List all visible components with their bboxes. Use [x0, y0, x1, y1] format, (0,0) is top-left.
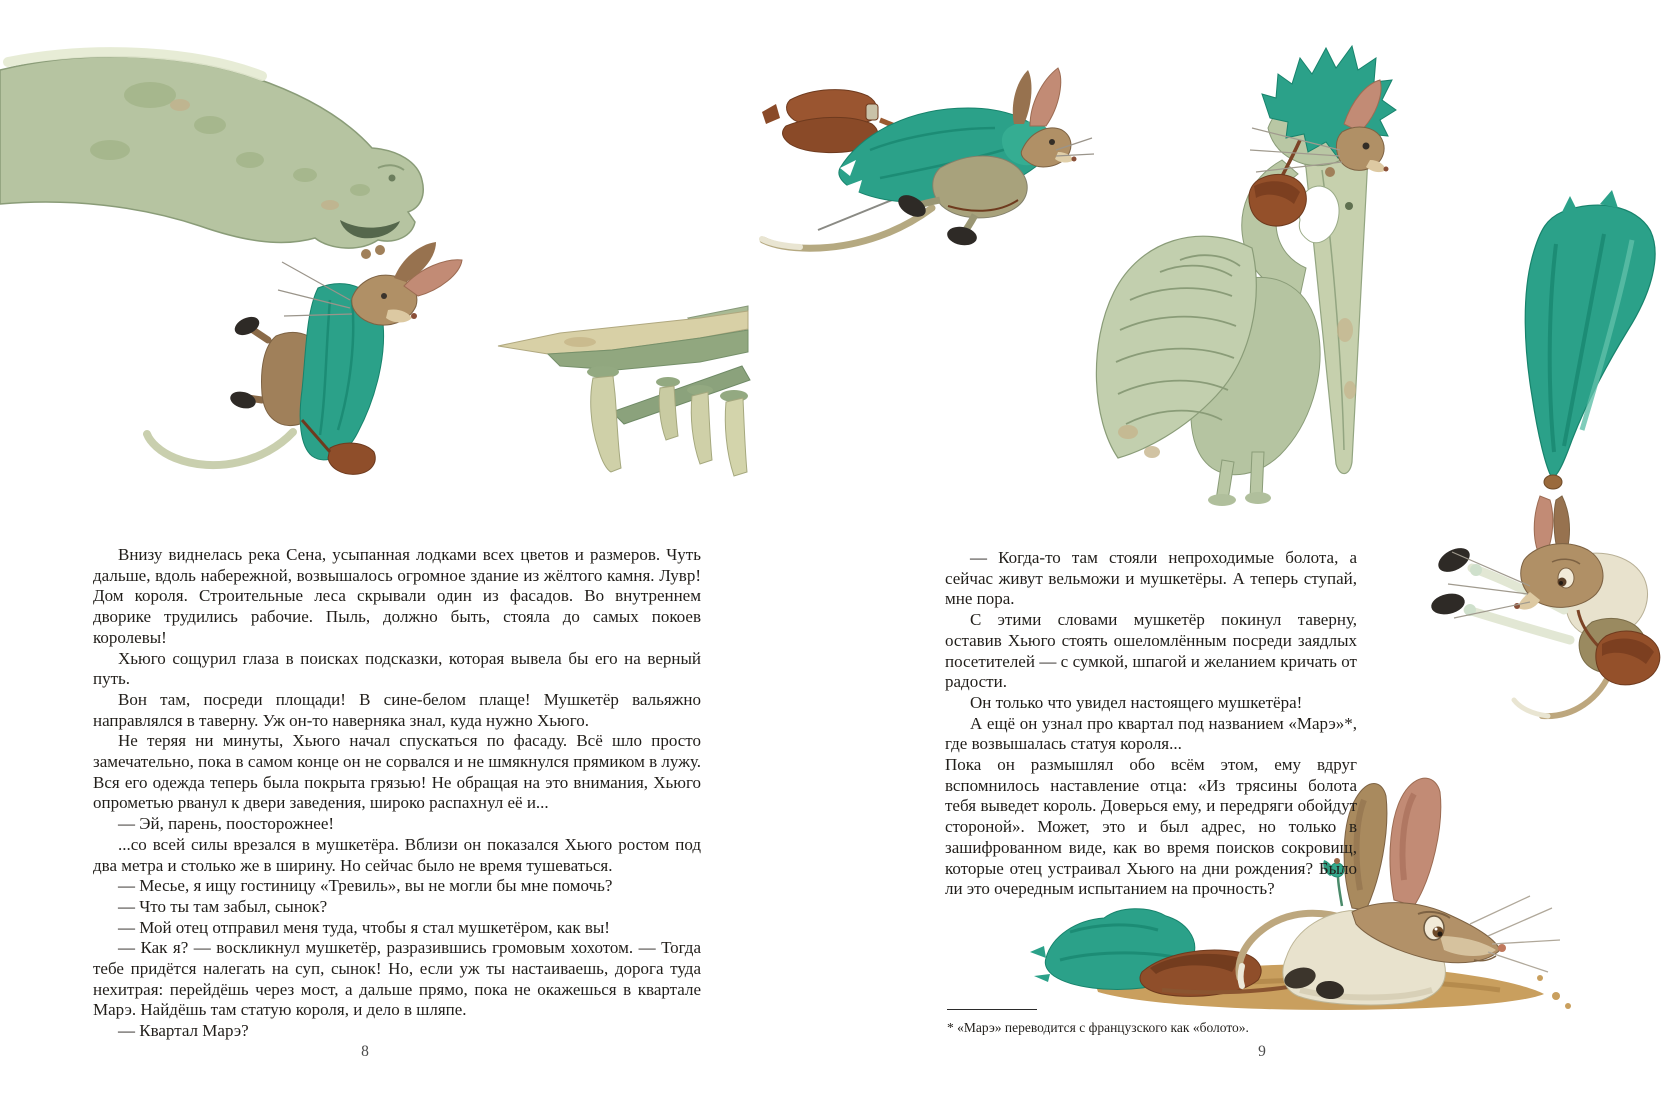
paragraph: Не теряя ни минуты, Хьюго начал спускаться по фасаду. Всё шло просто замечательно, пока в самом конце он не сорвался и не шмякнулся прямиком в лужу. Вся его одежда теперь была покрыта грязью! Не обращая на это внимания, Хьюго опрометью рванул к двери заведения, широко распахнул её и...: [93, 731, 701, 813]
stone-balustrade-illustration: [498, 306, 750, 476]
paragraph: Внизу виднелась река Сена, усыпанная лодками всех цветов и размеров. Чуть дальше, вдоль набережной, возвышалось огромное здание из жёлтого камня. Лувр! Дом короля. Строительные леса скрывали один из фасадов. Во внутреннем дворике трудились рабочие. Пыль, должно быть, стояла до самых покоев королевы!: [93, 545, 701, 647]
footnote-text: * «Марэ» переводится с французского как «болото».: [947, 1020, 1249, 1035]
footnote-rule: [947, 1009, 1037, 1010]
paragraph: Он только что увидел настоящего мушкетёра!: [970, 692, 1303, 712]
falling-mouse-with-cape-illustration: [1429, 190, 1659, 716]
dialogue-line: — Когда-то там стояли непроходимые болота, а сейчас живут вельможи и мушкетёры. А теперь ступай, мне пора.: [945, 548, 1357, 609]
left-page-number: 8: [361, 1043, 369, 1060]
dialogue-line: — Мой отец отправил меня туда, чтобы я стал мушкетёром, как вы!: [118, 917, 610, 937]
paragraph: Хьюго сощурил глаза в поисках подсказки, которая вывела бы его на верный путь.: [93, 648, 701, 689]
paragraph: ...со всей силы врезался в мушкетёра. Вблизи он показался Хьюго ростом под два метра и столько же в ширину. Но сейчас было не время тушеваться.: [93, 834, 701, 875]
dialogue-line: — Как я? — воскликнул мушкетёр, разразившись громовым хохотом. — Тогда тебе придётся налегать на суп, сынок! Но, если уж ты настаиваешь, дорога туда нехитрая: перейдёшь через мост, а дальше прямо, пока не окажешься в квартале Марэ. Найдёшь там статую короля, и дело в шляпе.: [93, 938, 701, 1020]
dialogue-line: — Эй, парень, поосторожнее!: [118, 814, 335, 834]
dialogue-line: — Месье, я ищу гостиницу «Тревиль», вы не могли бы мне помочь?: [118, 876, 613, 896]
stone-gargoyle-with-climbing-mouse-illustration: [0, 52, 462, 474]
stone-heron-with-mouse-illustration: [1096, 46, 1396, 506]
paragraph: А ещё он узнал про квартал под названием «Марэ»*, где возвышалась статуя короля...: [945, 713, 1357, 754]
right-page-number: 9: [1258, 1043, 1266, 1060]
dialogue-line: — Что ты там забыл, сынок?: [118, 896, 328, 916]
right-page-text-column: [945, 548, 1357, 900]
left-page-text-column: [93, 545, 701, 1042]
leaping-mouse-illustration: [762, 68, 1094, 248]
paragraph: Пока он размышлял обо всём этом, ему вдруг вспомнилось наставление отца: «Из трясины болота тебя выведет король. Доверься ему, и передряги обойдут стороной». Может, это и был адрес, но только в зашифрованном виде, как во время поисков сокровищ, которые отец устраивал Хьюго на дни рождения? Было ли это очередным испытанием на прочность?: [945, 755, 1357, 899]
paragraph: Вон там, посреди площади! В сине-белом плаще! Мушкетёр вальяжно направлялся в таверну. Уж он-то наверняка знал, куда нужно Хьюго.: [93, 689, 701, 730]
dialogue-line: — Квартал Марэ?: [118, 1021, 249, 1041]
paragraph: С этими словами мушкетёр покинул таверну, оставив Хьюго стоять ошеломлённым посреди заядлых посетителей — с сумкой, шпагой и желанием кричать от радости.: [945, 610, 1357, 692]
